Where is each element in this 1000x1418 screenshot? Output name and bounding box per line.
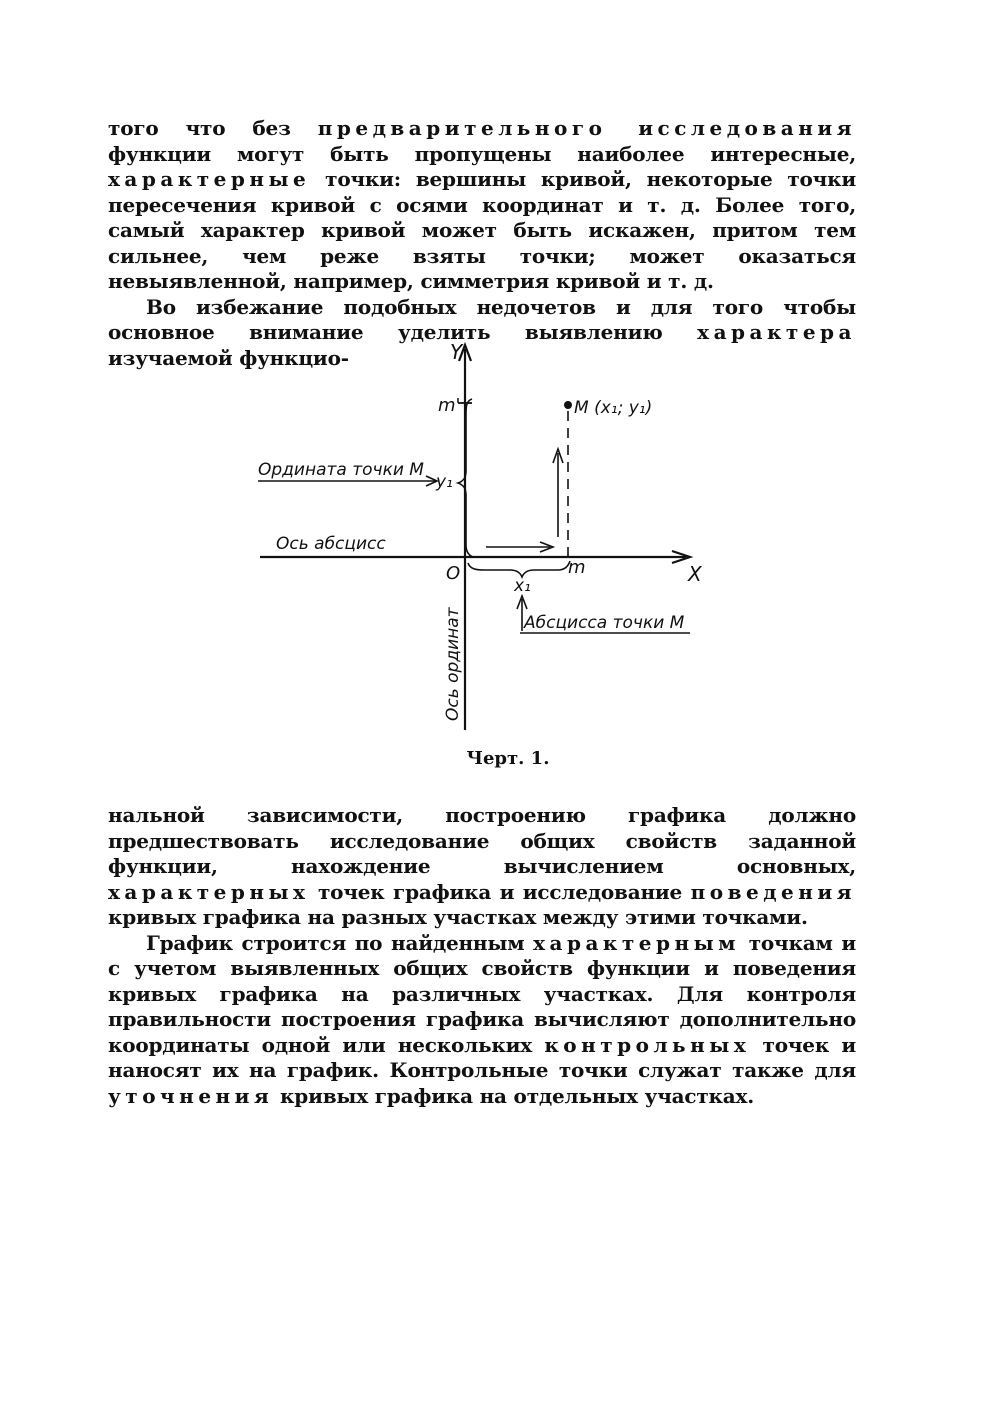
axis-y-label: Y xyxy=(450,340,463,364)
y1-label: y₁ xyxy=(436,472,453,492)
tick-x-label: m xyxy=(568,557,586,578)
origin-label: O xyxy=(446,563,461,584)
emphasized-text: контрольных xyxy=(544,1032,751,1057)
text-block-top xyxy=(108,116,856,371)
figure-caption: Черт. 1. xyxy=(466,748,550,769)
abscissa-axis-label: Ось абсцисс xyxy=(276,534,386,554)
emphasized-text: характерные xyxy=(108,167,311,191)
text-run: Во избежание подобных недочетов и для того чтобы основное внимание уделить выявлению xyxy=(108,294,856,344)
axis-x-label: X xyxy=(688,562,702,586)
x1-label: x₁ xyxy=(514,576,531,596)
text-run: функции могут быть пропущены наиболее интересные, xyxy=(108,141,856,166)
text-run: точек графика и исследование xyxy=(309,879,691,904)
ordinate-point-label: Ордината точки M xyxy=(258,460,424,480)
emphasized-text: уточнения xyxy=(108,1083,274,1108)
text-run: График строится по найденным xyxy=(146,930,534,955)
text-run: того что без xyxy=(108,116,318,140)
paragraph xyxy=(108,116,856,295)
emphasized-text: характерных xyxy=(108,879,310,904)
text-run: нальной зависимости, построению графика должно предшествовать исследование общих свойств заданной функции, нахождение вычислением основных, xyxy=(108,803,856,878)
text-run: точек и наносят их на график. Контрольные точки служат также для xyxy=(108,1032,856,1082)
emphasized-text: характерным xyxy=(533,930,741,955)
abscissa-point-label: Абсцисса точки M xyxy=(524,613,685,633)
ordinate-axis-label: Ось ординат xyxy=(443,607,463,721)
emphasized-text: предварительного исследования xyxy=(317,116,856,140)
text-block-bottom xyxy=(108,803,856,1109)
paragraph xyxy=(108,931,856,1110)
emphasized-text: характера xyxy=(697,320,856,344)
text-run: точкам и с учетом выявленных общих свойств функции и поведения кривых графика на различных участках. Для контроля правильности построения графика вычисляют дополнительно координаты одной или нескольких xyxy=(108,930,857,1057)
text-run: кривых графика на отдельных участках. xyxy=(273,1083,755,1108)
point-m xyxy=(564,401,572,409)
paragraph xyxy=(108,803,856,931)
text-run: точки: вершины кривой, некоторые точки пересечения кривой с осями координат и т. д. Более того, самый характер кривой может быть искажен, притом тем сильнее, чем реже взяты точки; может оказаться невыявленной, например, симметрия кривой и т. д. xyxy=(108,167,856,293)
coordinate-figure xyxy=(240,335,720,735)
text-run: кривых графика на разных участках между этими точками. xyxy=(108,905,808,929)
point-m-label: M (x₁; y₁) xyxy=(574,398,653,418)
text-run: изучаемой функцио- xyxy=(108,345,349,370)
emphasized-text: поведения xyxy=(690,879,856,904)
tick-y-label: m' xyxy=(438,395,461,416)
x-brace xyxy=(468,561,570,577)
